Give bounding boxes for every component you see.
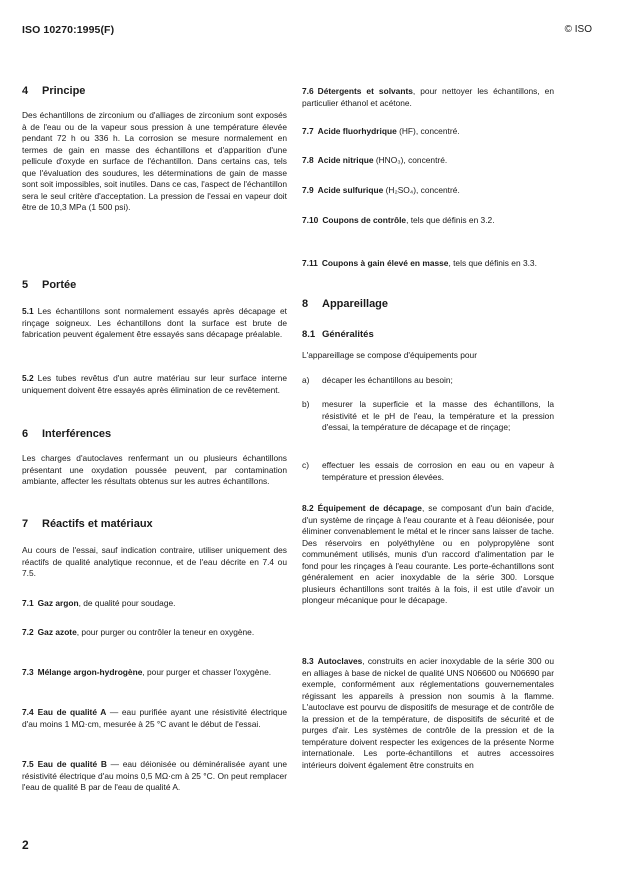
clause-8-1-intro: L'appareillage se compose d'équipements pour (302, 350, 477, 360)
clause-5-1: 5.1 Les échantillons sont normalement essayés après décapage et rinçage soigneux. Les échantillons dont la surface est brute de fabrication peuvent également être essayés sans décapage préalable. (22, 306, 287, 339)
section-5-heading: 5 Portée (22, 279, 77, 291)
section-8-heading: 8 Appareillage (302, 298, 389, 310)
clause-7-4: 7.4 Eau de qualité A — eau purifiée ayant une résistivité électrique d'au moins 1 MΩ·cm, mesurée à 25 °C avant le début de l'essai. (22, 707, 287, 729)
copyright-notice: © ISO (564, 24, 592, 35)
clause-5-2: 5.2 Les tubes revêtus d'un autre matériau sur leur surface interne uniquement doivent être essayés après élimination de ce revêtement. (22, 373, 287, 395)
clause-8-2: 8.2 Équipement de décapage, se composant d'un bain d'acide, d'un système de rinçage à l'eau courante et à l'eau déionisée, pour éliminer convenablement le métal et le rincer sans laisser de tache. Des réservoirs en polyéthylène ou en polypropylène sont communément utilisés, munis d'un raccord d'alimentation par le fond pour les rinçages à l'eau courante. Les porte-échantillons sont généralement en acier inoxydable de la série 300. Lorsque plusieurs échantillons sont traités à la fois, il est utile d'avoir un plongeur mécanique pour le décapage. (302, 503, 554, 605)
section-6-heading: 6 Interférences (22, 428, 112, 440)
section-7-heading: 7 Réactifs et matériaux (22, 518, 153, 530)
clause-7-3: 7.3 Mélange argon-hydrogène, pour purger et chasser l'oxygène. (22, 667, 272, 677)
clause-7-11: 7.11 Coupons à gain élevé en masse, tels que définis en 3.3. (302, 258, 537, 268)
clause-7-1: 7.1 Gaz argon, de qualité pour soudage. (22, 598, 176, 608)
clause-7-7: 7.7 Acide fluorhydrique (HF), concentré. (302, 126, 460, 136)
standard-reference: ISO 10270:1995(F) (22, 24, 115, 36)
list-item-a: a) décaper les échantillons au besoin; (302, 375, 453, 385)
clause-7-9: 7.9 Acide sulfurique (H₂SO₄), concentré. (302, 185, 460, 195)
section-4-text: Des échantillons de zirconium ou d'alliages de zirconium sont exposés à de l'eau ou de la vapeur sous pression à une température élevée pendant 72 h ou 336 h. La corrosion se mesure normalement en termes de gain en masse des échantillons et d'apparition d'une pellicule d'oxyde en surface de l'échantillon. Dans certains cas, tels que l'évaluation des soudures, les déterminations de gain de masse sont soit impossibles, soit inutiles. Dans ce cas, l'aspect de l'échantillon sera le seul critère d'acceptation. La pression de l'essai en vapeur doit être de 10,3 MPa (1 500 psi). (22, 110, 287, 212)
page-number: 2 (22, 838, 29, 852)
section-7-intro: Au cours de l'essai, sauf indication contraire, utiliser uniquement des réactifs de qualité analytique reconnue, et de l'eau décrite en 7.4 ou 7.5. (22, 545, 287, 578)
section-4-heading: 4 Principe (22, 85, 86, 97)
list-item-b: b) mesurer la superficie et la masse des échantillons, la résistivité et le pH de l'eau, la température et la pression d'essai, la température de décapage et de rinçage; (302, 399, 554, 432)
clause-7-2: 7.2 Gaz azote, pour purger ou contrôler la teneur en oxygène. (22, 627, 255, 637)
clause-7-5: 7.5 Eau de qualité B — eau déionisée ou déminéralisée ayant une résistivité électrique d'au moins 0,5 MΩ·cm à 25 °C. On peut remplacer l'eau de qualité B par de l'eau de qualité A. (22, 759, 287, 792)
clause-8-3: 8.3 Autoclaves, construits en acier inoxydable de la série 300 ou en alliages à base de nickel de qualité UNS N06600 ou N06690 par exemple, conformément aux réglementations gouvernementales régissant les appareils à pression non soumis à la flamme. L'autoclave est pourvu de dispositifs de mesurage et de contrôle de la pression et de la température, de dispositifs de sécurité et de purges d'air. Les systèmes de contrôle de la pression et de la température doivent respecter les exigences de la présente Norme internationale. Les porte-échantillons et autres accessoires intérieurs doivent également être construits en (302, 656, 554, 770)
clause-7-8: 7.8 Acide nitrique (HNO₃), concentré. (302, 155, 448, 165)
clause-7-10: 7.10 Coupons de contrôle, tels que définis en 3.2. (302, 215, 495, 225)
clause-8-1-heading: 8.1 Généralités (302, 329, 374, 340)
section-6-text: Les charges d'autoclaves renfermant un ou plusieurs échantillons présentant une oxydation poussée peuvent, par contamination ambiante, affecter les résultats obtenus sur les autres échantillons. (22, 453, 287, 486)
clause-7-6: 7.6 Détergents et solvants, pour nettoyer les échantillons, en particulier éthanol et acétone. (302, 86, 554, 108)
list-item-c: c) effectuer les essais de corrosion en eau ou en vapeur à température et pression élevées. (302, 460, 554, 482)
